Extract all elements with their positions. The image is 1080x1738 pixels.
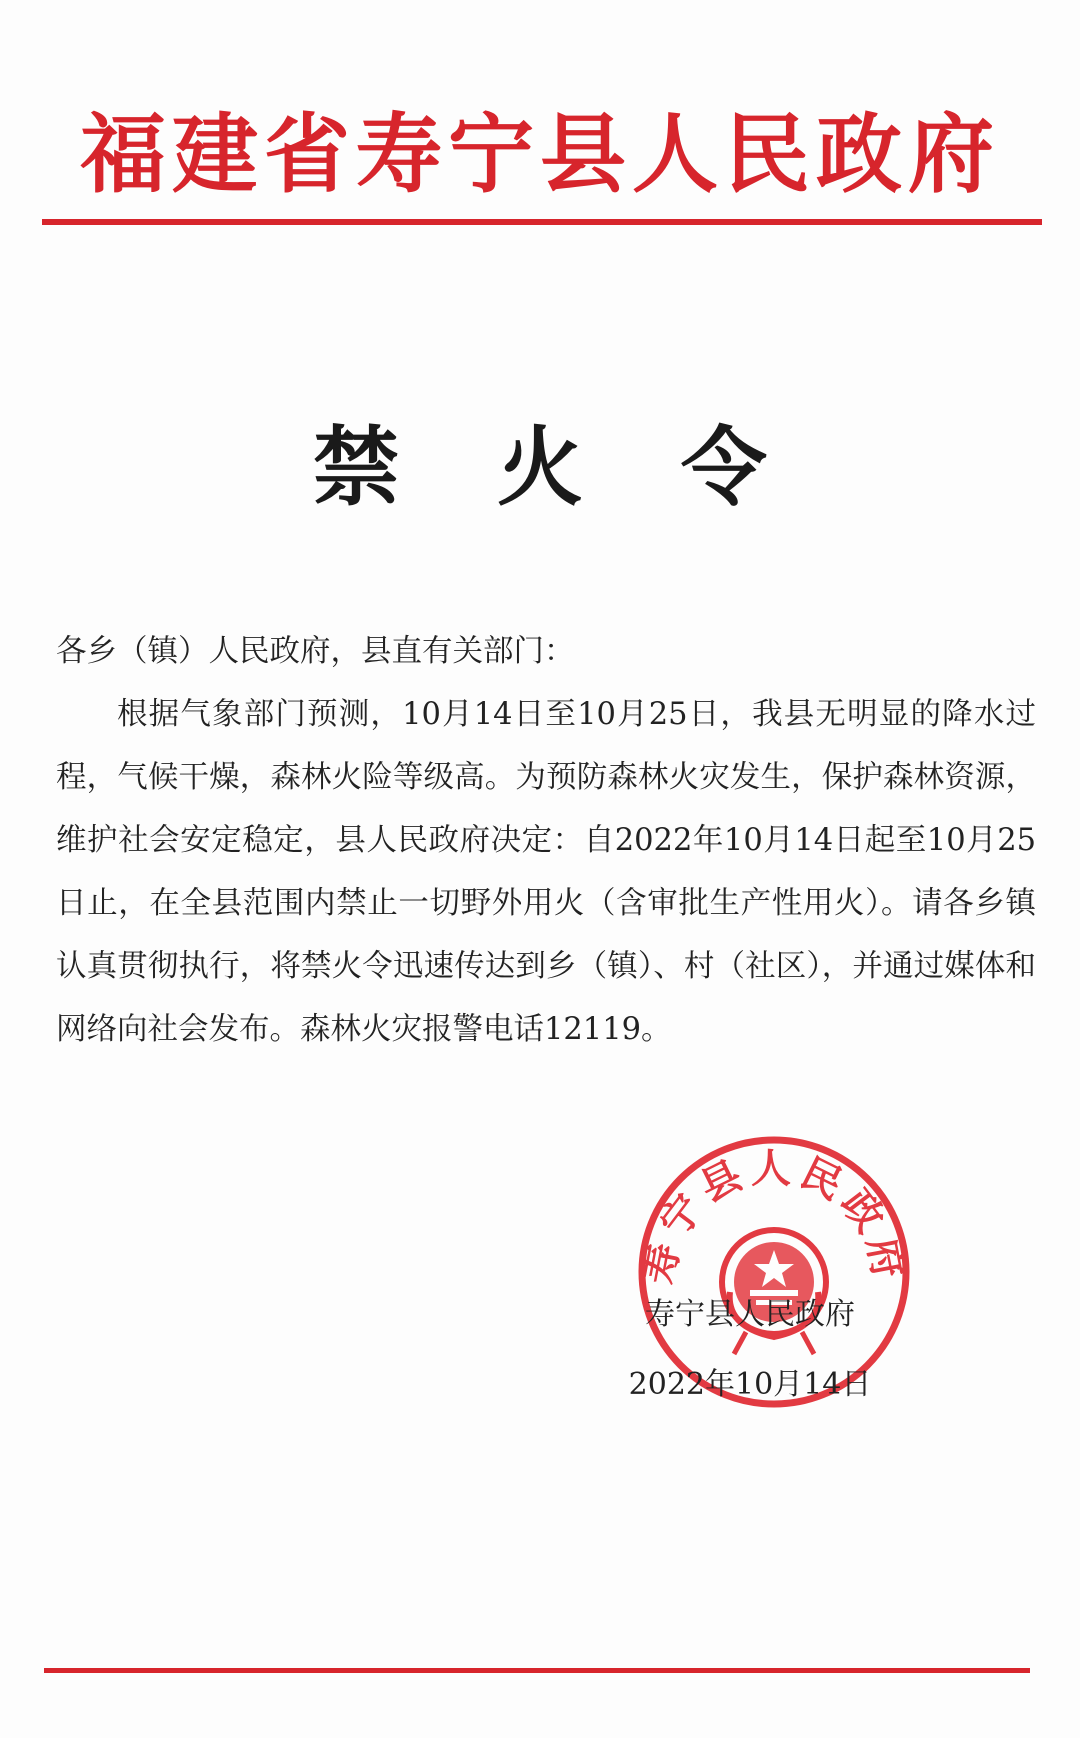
footer-red-rule — [44, 1668, 1030, 1673]
document-title: 禁 火 令 — [313, 418, 801, 518]
body-paragraph: 根据气象部门预测，10月14日至10月25日，我县无明显的降水过程，气候干燥，森林火险等级高。为预防森林火灾发生，保护森林资源，维护社会安定稳定，县人民政府决定：自2022年10月14日起至10月25日止，在全县范围内禁止一切野外用火（含审批生产性用火）。请各乡镇认真贯彻执行，将禁火令迅速传达到乡（镇）、村（社区），并通过媒体和网络向社会发布。森林火灾报警电话12119。 — [56, 697, 1036, 1047]
signature-organization: 寿宁县人民政府 — [645, 1297, 855, 1332]
header-red-rule — [42, 219, 1042, 225]
salutation: 各乡（镇）人民政府，县直有关部门： — [56, 634, 575, 669]
national-emblem-icon — [722, 1230, 826, 1354]
document-body — [56, 620, 1036, 1061]
seal-arc-textpath: 寿宁县人民政府 — [635, 1144, 913, 1288]
issuer-header-title: 福建省寿宁县人民政府 — [80, 104, 1000, 205]
signature-date: 2022年10月14日 — [628, 1367, 872, 1402]
